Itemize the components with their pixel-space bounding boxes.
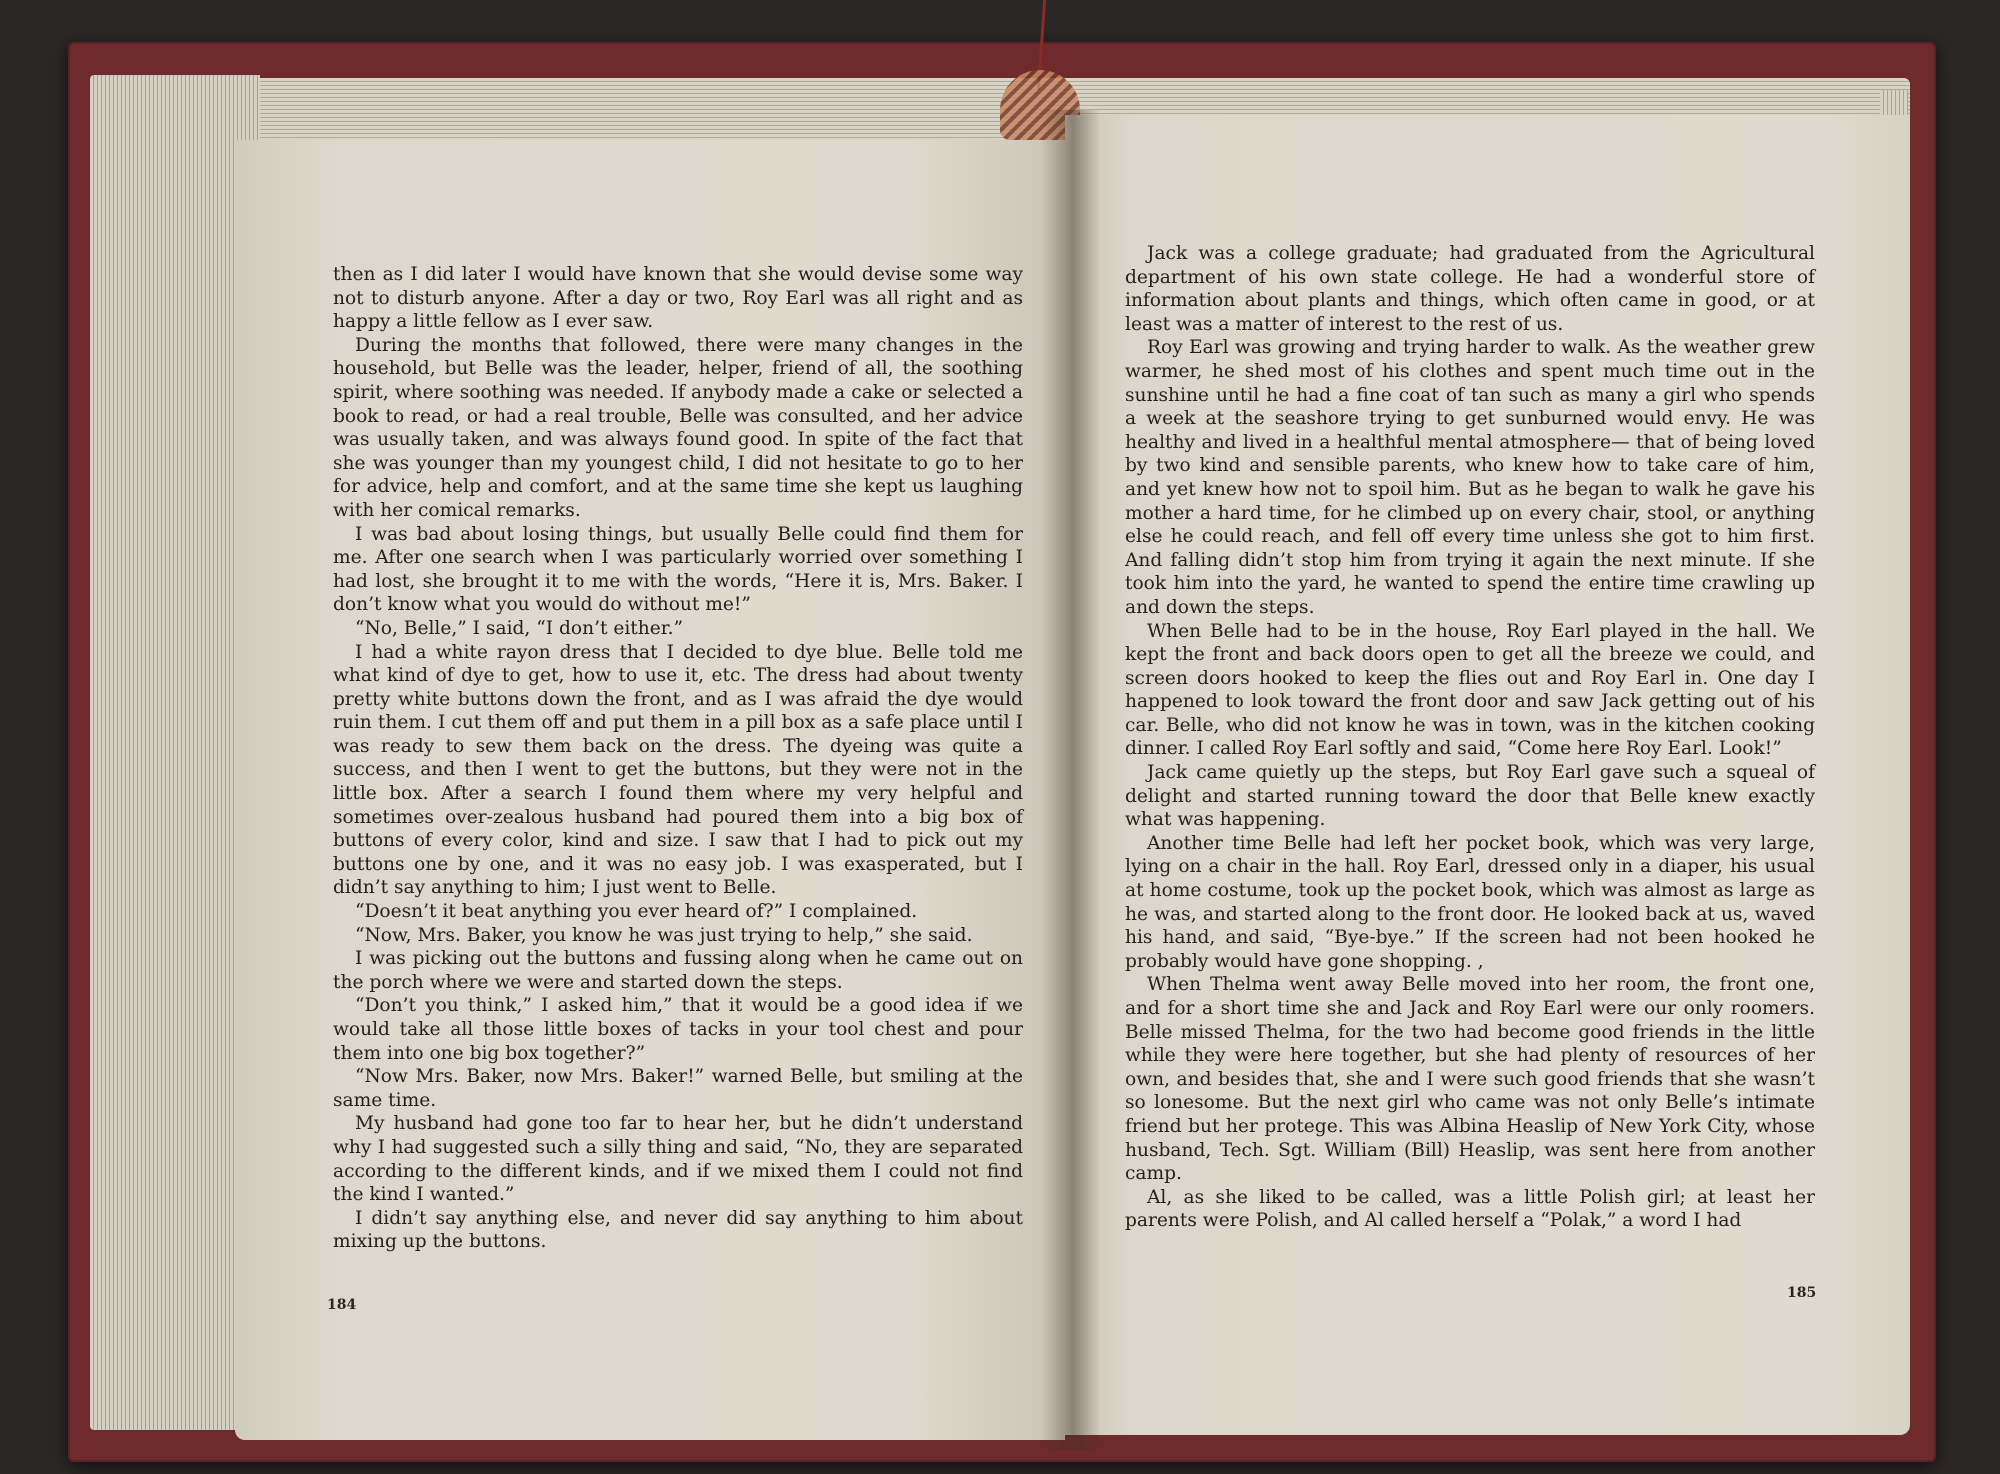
paragraph: I was picking out the buttons and fussing along when he came out on the porch where we were and started down the steps. bbox=[333, 948, 1023, 993]
paragraph: I didn’t say anything else, and never did say anything to him about mixing up the buttons. bbox=[333, 1207, 1023, 1253]
paragraph: “Don’t you think,” I asked him,” that it would be a good idea if we would take all those little boxes of tacks in your tool chest and pour them into one big box together?” bbox=[333, 995, 1023, 1064]
paragraph: During the months that followed, there were many changes in the household, but Belle was the leader, helper, friend of all, the soothing spirit, where soothing was needed. If anybody made a cake or selected a book to read, or had a real trouble, Belle was consulted, and her advice was usually taken, and was always found good. In spite of the fact that she was younger than my youngest child, I did not hesitate to go to her for advice, help and comfort, and at the same time she kept us laughing with her comical remarks. bbox=[333, 334, 1023, 521]
paragraph: Jack came quietly up the steps, but Roy Earl gave such a squeal of delight and started running toward the door that Belle knew exactly what was happening. bbox=[1125, 762, 1815, 831]
page-number-right: 185 bbox=[1787, 1285, 1817, 1301]
left-page bbox=[235, 140, 1065, 1440]
paragraph: I was bad about losing things, but usually Belle could find them for me. After one search when I was particularly worried over something I had lost, she brought it to me with the words, “Here it is, Mrs. Baker. I don’t know what you would do without me!” bbox=[333, 523, 1023, 616]
paragraph: Al, as she liked to be called, was a little Polish girl; at least her parents were Polish, and Al called herself a “Polak,” a word I had bbox=[1125, 1186, 1815, 1232]
left-page-text bbox=[333, 263, 1023, 1254]
page-number-left: 184 bbox=[327, 1297, 357, 1313]
paragraph: My husband had gone too far to hear her, but he didn’t understand why I had suggested such a silly thing and said, “No, they are separated according to the different kinds, and if we mixed them I could not find the kind I wanted.” bbox=[333, 1113, 1023, 1206]
paragraph: then as I did later I would have known that she would devise some way not to disturb anyone. After a day or two, Roy Earl was all right and as happy a little fellow as I ever saw. bbox=[333, 264, 1023, 333]
paragraph: “No, Belle,” I said, “I don’t either.” bbox=[355, 617, 684, 639]
paragraph: Another time Belle had left her pocket book, which was very large, lying on a chair in the hall. Roy Earl, dressed only in a diaper, his usual at home costume, took up the pocket book, which was almost as large as he was, and started along to the front door. He looked back at us, waved his hand, and said, “Bye-bye.” If the screen had not been hooked he probably would have gone shopping. , bbox=[1125, 832, 1815, 972]
paragraph: When Thelma went away Belle moved into her room, the front one, and for a short time she and Jack and Roy Earl were our only roomers. Belle missed Thelma, for the two had become good friends in the little while they were here together, but she had plenty of resources of her own, and besides that, she and I were such good friends that she wasn’t so lonesome. But the next girl who came was not only Belle’s intimate friend but her protege. This was Albina Heaslip of New York City, whose husband, Tech. Sgt. William (Bill) Heaslip, was sent here from another camp. bbox=[1125, 974, 1815, 1185]
paragraph: “Now, Mrs. Baker, you know he was just trying to help,” she said. bbox=[355, 924, 973, 946]
right-page bbox=[1065, 115, 1910, 1435]
paragraph: Jack was a college graduate; had graduated from the Agricultural department of his own state college. He had a wonderful store of information about plants and things, which often came in good, or at least was a matter of interest to the rest of us. bbox=[1125, 243, 1815, 335]
right-page-text bbox=[1125, 242, 1815, 1233]
paragraph: I had a white rayon dress that I decided to dye blue. Belle told me what kind of dye to get, how to use it, etc. The dress had about twenty pretty white buttons down the front, and as I was afraid the dye would ruin them. I cut them off and put them in a pill box as a safe place until I was ready to sew them back on the dress. The dyeing was quite a success, and then I went to get the buttons, but they were not in the little box. After a search I found them where my very helpful and sometimes over-zealous husband had poured them into a big box of buttons of every color, kind and size. I saw that I had to pick out my buttons one by one, and it was no easy job. I was exasperated, but I didn’t say anything to him; I just went to Belle. bbox=[333, 641, 1023, 899]
paragraph: When Belle had to be in the house, Roy Earl played in the hall. We kept the front and back doors open to get all the breeze we could, and screen doors hooked to keep the flies out and Roy Earl in. One day I happened to look toward the front door and saw Jack getting out of his car. Belle, who did not know he was in town, was in the kitchen cooking dinner. I called Roy Earl softly and said, “Come here Roy Earl. Look!” bbox=[1125, 620, 1815, 760]
paragraph: “Now Mrs. Baker, now Mrs. Baker!” warned Belle, but smiling at the same time. bbox=[333, 1066, 1023, 1111]
paragraph: Roy Earl was growing and trying harder to walk. As the weather grew warmer, he shed most of his clothes and spent much time out in the sunshine until he had a fine coat of tan such as many a girl who spends a week at the seashore trying to get sunburned would envy. He was healthy and lived in a healthful mental atmosphere— that of being loved by two kind and sensible parents, who knew how to take care of him, and yet knew how not to spoil him. But as he began to walk he gave his mother a hard time, for he climbed up on every chair, stool, or anything else he could reach, and fell off every time unless she got to him first. And falling didn’t stop him from trying it again the next minute. If she took him into the yard, he wanted to spend the entire time crawling up and down the steps. bbox=[1125, 337, 1815, 618]
paragraph: “Doesn’t it beat anything you ever heard of?” I complained. bbox=[355, 901, 918, 923]
book-gutter bbox=[1040, 110, 1100, 1450]
